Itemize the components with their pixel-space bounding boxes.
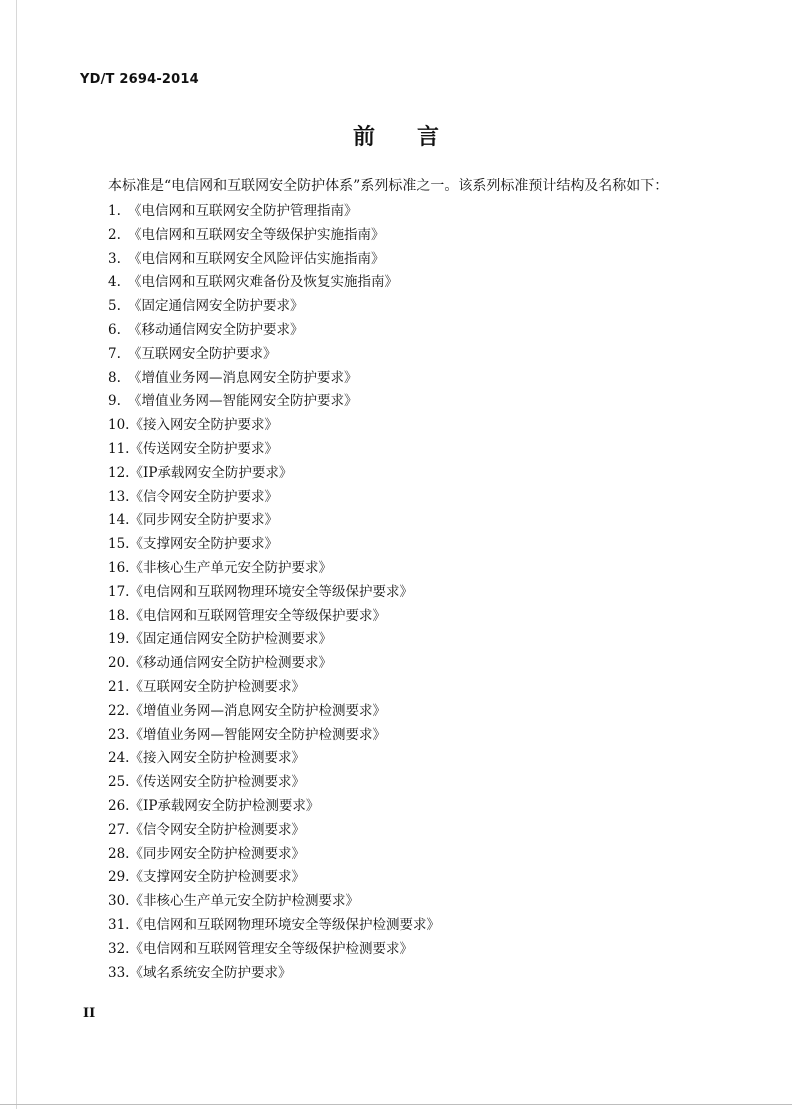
list-item <box>108 224 440 248</box>
list-item <box>108 819 440 843</box>
list-item <box>108 938 440 962</box>
list-item-number: 23. <box>108 726 130 743</box>
list-item-number: 11. <box>108 440 130 457</box>
list-item-number: 27. <box>108 821 130 838</box>
list-item <box>108 866 440 890</box>
list-item <box>108 271 440 295</box>
list-item-title: 《同步网安全防护检测要求》 <box>129 845 305 862</box>
list-item-number: 32. <box>108 940 130 957</box>
list-item-number: 33. <box>108 964 130 981</box>
list-item-title: 《信令网安全防护检测要求》 <box>129 821 305 838</box>
list-item-number: 21. <box>108 678 130 695</box>
list-item <box>108 676 440 700</box>
list-item-title: 《移动通信网安全防护检测要求》 <box>129 655 332 672</box>
list-item-title: 《传送网安全防护要求》 <box>129 440 278 457</box>
list-item-number: 26. <box>108 797 130 814</box>
list-item <box>108 248 440 272</box>
standards-list <box>108 200 440 985</box>
list-item <box>108 890 440 914</box>
list-item-number: 24. <box>108 750 130 767</box>
list-item <box>108 367 440 391</box>
list-item-title: 《电信网和互联网管理安全等级保护检测要求》 <box>129 940 413 957</box>
list-item-title: 《电信网和互联网管理安全等级保护要求》 <box>129 607 386 624</box>
list-item <box>108 700 440 724</box>
list-item-number: 30. <box>108 893 130 910</box>
list-item <box>108 319 440 343</box>
list-item <box>108 414 440 438</box>
list-item-number: 6. <box>108 321 121 338</box>
list-item <box>108 343 440 367</box>
list-item-title: 《域名系统安全防护要求》 <box>129 964 292 981</box>
list-item <box>108 747 440 771</box>
list-item-number: 13. <box>108 488 130 505</box>
list-item-title: 《IP承载网安全防护检测要求》 <box>129 797 320 814</box>
list-item-title: 《固定通信网安全防护检测要求》 <box>129 631 332 648</box>
list-item <box>108 200 440 224</box>
list-item-number: 3. <box>108 250 121 267</box>
list-item-number: 16. <box>108 559 130 576</box>
list-item-number: 15. <box>108 536 130 553</box>
list-item <box>108 438 440 462</box>
list-item-title: 《信令网安全防护要求》 <box>129 488 278 505</box>
list-item <box>108 652 440 676</box>
list-item <box>108 295 440 319</box>
list-item <box>108 771 440 795</box>
list-item <box>108 462 440 486</box>
list-item-title: 《接入网安全防护检测要求》 <box>129 750 305 767</box>
list-item-number: 20. <box>108 655 130 672</box>
list-item-number: 17. <box>108 583 130 600</box>
list-item-number: 4. <box>108 274 121 291</box>
list-item <box>108 795 440 819</box>
list-item-title: 《接入网安全防护要求》 <box>129 417 278 434</box>
list-item-title: 《电信网和互联网物理环境安全等级保护检测要求》 <box>129 916 440 933</box>
document-code: YD/T 2694-2014 <box>80 72 199 87</box>
list-item <box>108 581 440 605</box>
list-item <box>108 605 440 629</box>
list-item <box>108 486 440 510</box>
list-item-title: 《移动通信网安全防护要求》 <box>128 321 304 338</box>
list-item-title: 《电信网和互联网灾难备份及恢复实施指南》 <box>128 274 398 291</box>
list-item-title: 《电信网和互联网物理环境安全等级保护要求》 <box>129 583 413 600</box>
list-item-number: 2. <box>108 226 121 243</box>
list-item-title: 《支撑网安全防护要求》 <box>129 536 278 553</box>
list-item-title: 《电信网和互联网安全防护管理指南》 <box>128 203 358 219</box>
page-number: II <box>83 1006 96 1021</box>
list-item-number: 7. <box>108 345 121 362</box>
list-item <box>108 914 440 938</box>
list-item-title: 《固定通信网安全防护要求》 <box>128 298 304 315</box>
list-item-title: 《传送网安全防护检测要求》 <box>129 774 305 791</box>
list-item-number: 14. <box>108 512 130 529</box>
list-item-number: 5. <box>108 298 121 315</box>
list-item <box>108 843 440 867</box>
list-item-title: 《非核心生产单元安全防护检测要求》 <box>129 893 359 910</box>
list-item <box>108 628 440 652</box>
list-item <box>108 533 440 557</box>
list-item-number: 22. <box>108 702 130 719</box>
list-item-number: 1. <box>108 203 121 219</box>
list-item-title: 《IP承载网安全防护要求》 <box>129 464 293 481</box>
list-item-title: 《增值业务网—消息网安全防护要求》 <box>128 369 358 386</box>
list-item-number: 28. <box>108 845 130 862</box>
list-item <box>108 724 440 748</box>
list-item <box>108 509 440 533</box>
list-item-title: 《电信网和互联网安全等级保护实施指南》 <box>128 226 385 243</box>
list-item-title: 《非核心生产单元安全防护要求》 <box>129 559 332 576</box>
list-item-title: 《同步网安全防护要求》 <box>129 512 278 529</box>
list-item-number: 18. <box>108 607 130 624</box>
list-item-title: 《增值业务网—智能网安全防护要求》 <box>128 393 358 410</box>
list-item-number: 31. <box>108 916 130 933</box>
list-item-number: 10. <box>108 417 130 434</box>
intro-paragraph: 本标准是“电信网和互联网安全防护体系”系列标准之一。该系列标准预计结构及名称如下： <box>108 178 669 194</box>
list-item-title: 《增值业务网—智能网安全防护检测要求》 <box>129 726 386 743</box>
scan-edge-bottom <box>0 1104 792 1105</box>
list-item-number: 19. <box>108 631 130 648</box>
list-item-title: 《电信网和互联网安全风险评估实施指南》 <box>128 250 385 267</box>
list-item <box>108 962 440 986</box>
list-item-number: 29. <box>108 869 130 886</box>
list-item-title: 《增值业务网—消息网安全防护检测要求》 <box>129 702 386 719</box>
page-title: 前言 <box>352 124 481 150</box>
list-item-title: 《支撑网安全防护检测要求》 <box>129 869 305 886</box>
list-item-number: 8. <box>108 369 121 386</box>
list-item <box>108 557 440 581</box>
list-item-title: 《互联网安全防护要求》 <box>128 345 277 362</box>
list-item-number: 12. <box>108 464 130 481</box>
list-item-number: 9. <box>108 393 121 410</box>
list-item-number: 25. <box>108 774 130 791</box>
list-item <box>108 390 440 414</box>
scan-edge-left <box>16 0 17 1109</box>
list-item-title: 《互联网安全防护检测要求》 <box>129 678 305 695</box>
